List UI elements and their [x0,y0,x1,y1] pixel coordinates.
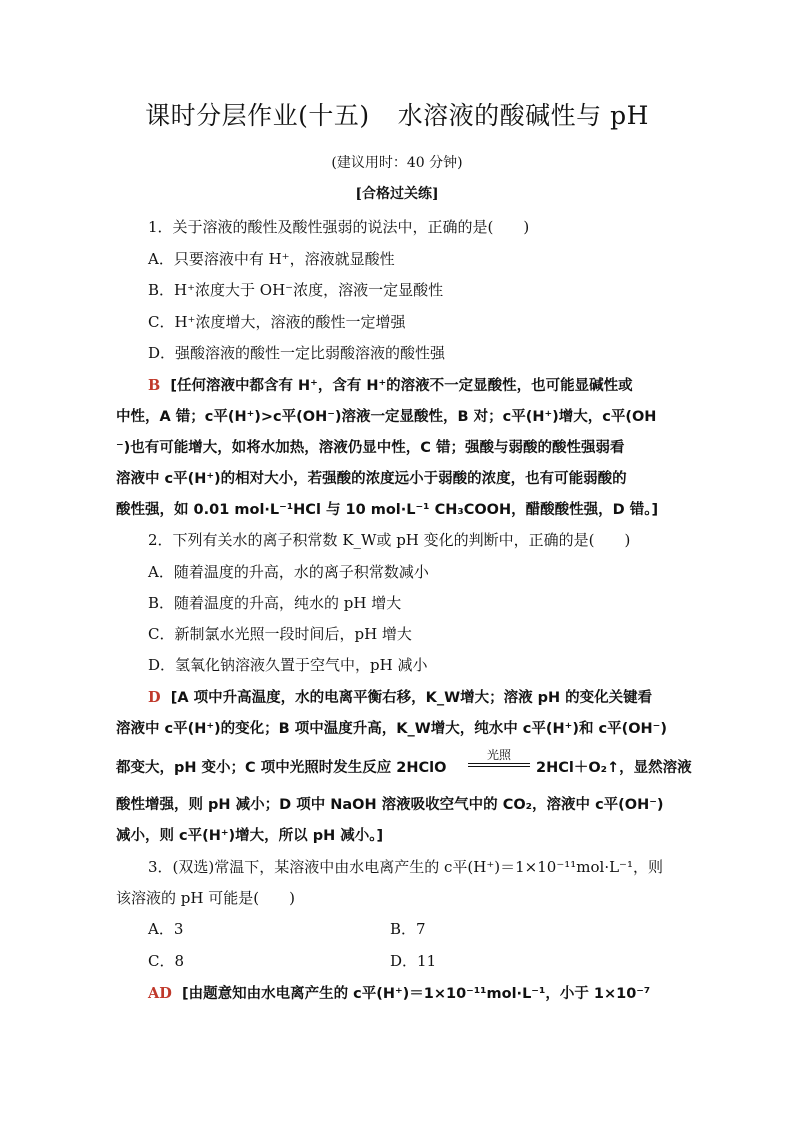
title-topic: 水溶液的酸碱性与 pH [397,101,649,130]
q3-option-a: A．3 [148,920,184,938]
q2-explanation-line-1 [148,686,652,707]
q2-explanation-line-3b: 2HCl＋O₂↑，显然溶液 [536,760,692,776]
q1-option-d: D．强酸溶液的酸性一定比弱酸溶液的酸性强 [148,344,446,362]
q1-stem: 1．关于溶液的酸性及酸性强弱的说法中，正确的是( ) [148,218,530,236]
q2-explanation-line-2: 溶液中 c平(H⁺)的变化；B 项中温度升高，K_W增大，纯水中 c平(H⁺)和 c平(OH⁻) [116,721,667,737]
page-title [0,96,794,132]
q3-stem-line-1: 3．(双选)常温下，某溶液中由水电离产生的 c平(H⁺)＝1×10⁻¹¹mol·L⁻¹，则 [148,858,663,876]
q1-explanation-line-2: 中性，A 错；c平(H⁺)>c平(OH⁻)溶液一定显酸性，B 对；c平(H⁺)增大，c平(OH [116,409,657,425]
q3-option-b: B．7 [390,920,426,938]
q1-option-a: A．只要溶液中有 H⁺，溶液就显酸性 [148,250,395,268]
q1-option-c: C．H⁺浓度增大，溶液的酸性一定增强 [148,313,406,331]
q1-explanation-line-4: 溶液中 c平(H⁺)的相对大小，若强酸的浓度远小于弱酸的浓度，也有可能弱酸的 [116,471,627,487]
q2-exp-text-1: [A 项中升高温度，水的电离平衡右移，K_W增大；溶液 pH 的变化关键看 [170,690,653,706]
q1-explanation-line-3: ⁻)也有可能增大，如将水加热，溶液仍显中性，C 错；强酸与弱酸的酸性强弱看 [116,440,625,456]
section-heading: [合格过关练] [355,186,439,202]
q2-option-c: C．新制氯水光照一段时间后，pH 增大 [148,625,412,643]
suggested-time: (建议用时：40 分钟) [331,155,463,171]
title-series: 课时分层作业(十五) [145,101,370,130]
q2-option-b: B．随着温度的升高，纯水的 pH 增大 [148,594,402,612]
q1-explanation-line-1 [148,374,633,395]
q1-explanation-line-5: 酸性强，如 0.01 mol·L⁻¹HCl 与 10 mol·L⁻¹ CH₃COOH，醋酸酸性强，D 错。] [116,502,659,518]
q1-option-b: B．H⁺浓度大于 OH⁻浓度，溶液一定显酸性 [148,281,444,299]
q3-answer-letter: AD [148,985,172,1002]
q1-answer-letter: B [148,377,161,394]
q3-exp-text-1: [由题意知由水电离产生的 c平(H⁺)＝1×10⁻¹¹mol·L⁻¹，小于 1×10⁻⁷ [181,986,651,1002]
q3-option-d: D．11 [390,952,437,970]
q2-stem: 2．下列有关水的离子积常数 K_W或 pH 变化的判断中，正确的是( ) [148,531,631,549]
reaction-arrow [468,748,530,767]
q1-exp-text-1: [任何溶液中都含有 H⁺，含有 H⁺的溶液不一定显酸性，也可能显碱性或 [170,378,633,394]
reaction-condition: 光照 [486,748,511,762]
q3-explanation-line-1 [148,982,650,1003]
q2-option-a: A．随着温度的升高，水的离子积常数减小 [148,563,429,581]
q3-option-c: C．8 [148,952,185,970]
q2-explanation-line-5: 减小，则 c平(H⁺)增大，所以 pH 减小。] [116,828,384,844]
q2-explanation-line-4: 酸性增强，则 pH 减小；D 项中 NaOH 溶液吸收空气中的 CO₂，溶液中 c平(OH⁻) [116,797,664,813]
q2-explanation-line-3a: 都变大，pH 变小；C 项中光照时发生反应 2HClO [116,760,447,776]
q2-answer-letter: D [148,689,161,706]
q3-stem-line-2: 该溶液的 pH 可能是( ) [116,889,295,907]
q2-option-d: D．氢氧化钠溶液久置于空气中，pH 减小 [148,656,428,674]
